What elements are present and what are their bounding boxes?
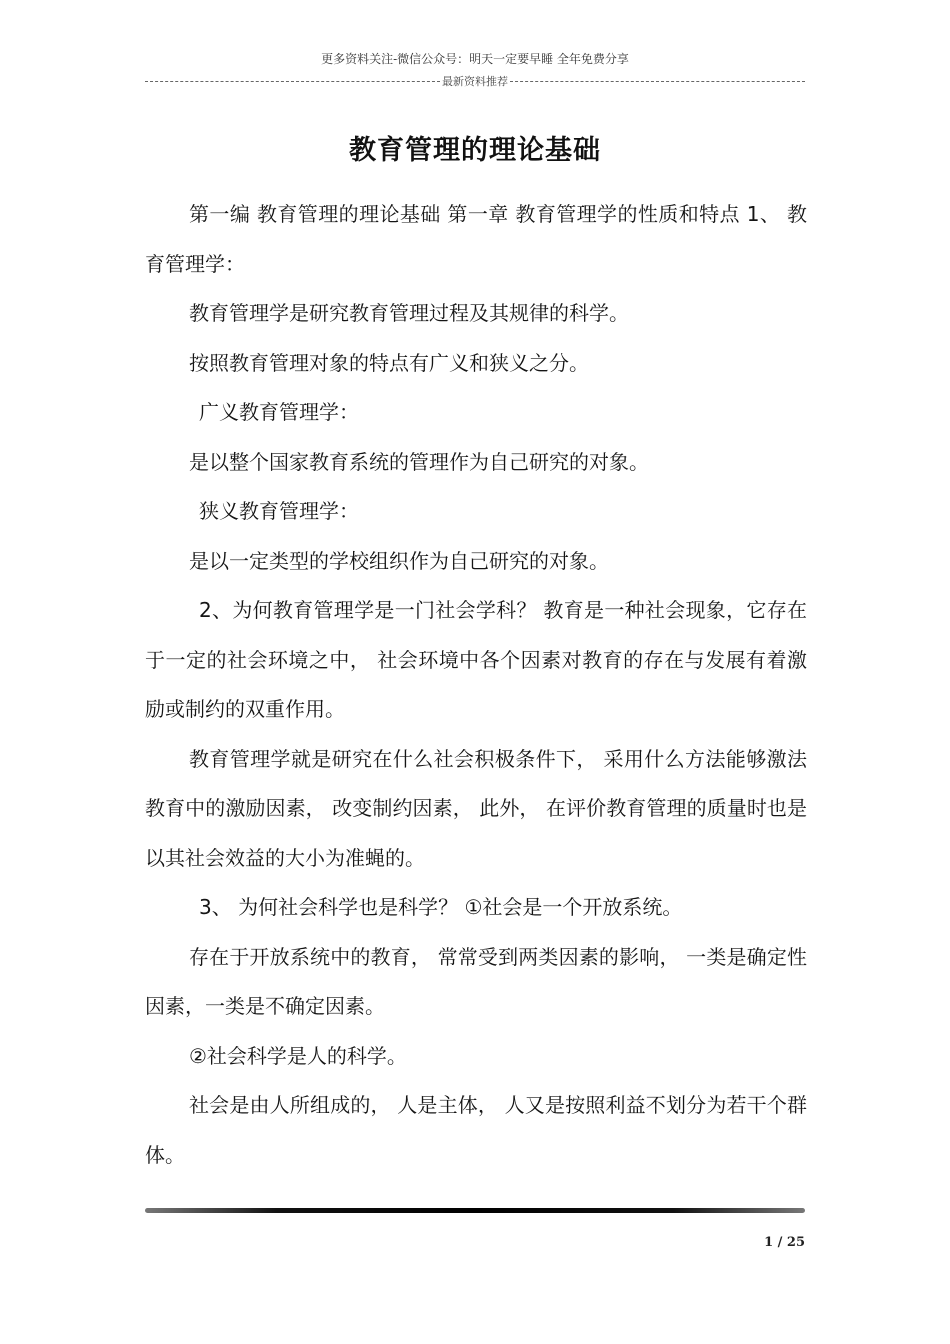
paragraph-broad-text: 是以整个国家教育系统的管理作为自己研究的对象。 [189, 449, 649, 474]
paragraph-broad-heading: 广义教育管理学： [199, 400, 359, 424]
header-rule-left-dash [145, 81, 440, 82]
header-rule-right-dash [510, 81, 805, 82]
paragraph-question-3: 3、 为何社会科学也是科学？ ①社会是一个开放系统。 [199, 895, 683, 919]
paragraph-narrow-text: 是以一定类型的学校组织作为自己研究的对象。 [189, 548, 609, 573]
paragraph-broad-narrow: 按照教育管理对象的特点有广义和狭义之分。 [189, 350, 589, 375]
paragraph-research-focus: 教育管理学就是研究在什么社会积极条件下， 采用什么方法能够激法教育中的激励因素， 改变制约因素， 此外， 在评价教育管理的质量时也是以其社会效益的大小为准蝇的。 [145, 746, 807, 870]
paragraph-human-science: ②社会科学是人的科学。 [189, 1043, 407, 1068]
document-title: 教育管理的理论基础 [349, 135, 601, 167]
footer-rule [145, 1208, 805, 1213]
document-body [145, 190, 807, 1180]
paragraph-open-system: 存在于开放系统中的教育， 常常受到两类因素的影响， 一类是确定性因素，一类是不确定因素。 [145, 944, 807, 1018]
page-number: 1 / 25 [764, 1235, 805, 1250]
header-note: 更多资料关注-微信公众号：明天一定要早睡 全年免费分享 [321, 52, 629, 66]
header-rule [145, 73, 805, 89]
paragraph-chapter-intro: 第一编 教育管理的理论基础 第一章 教育管理学的性质和特点 1、 教育管理学： [145, 202, 807, 276]
paragraph-society-groups: 社会是由人所组成的， 人是主体， 人又是按照利益不划分为若干个群体。 [145, 1093, 807, 1167]
paragraph-question-2: 2、为何教育管理学是一门社会学科？ 教育是一种社会现象，它存在于一定的社会环境之中， 社会环境中各个因素对教育的存在与发展有着激励或制约的双重作用。 [145, 598, 807, 721]
header-rule-label: 最新资料推荐 [442, 75, 508, 88]
paragraph-narrow-heading: 狭义教育管理学： [199, 499, 359, 523]
paragraph-definition: 教育管理学是研究教育管理过程及其规律的科学。 [189, 301, 629, 325]
